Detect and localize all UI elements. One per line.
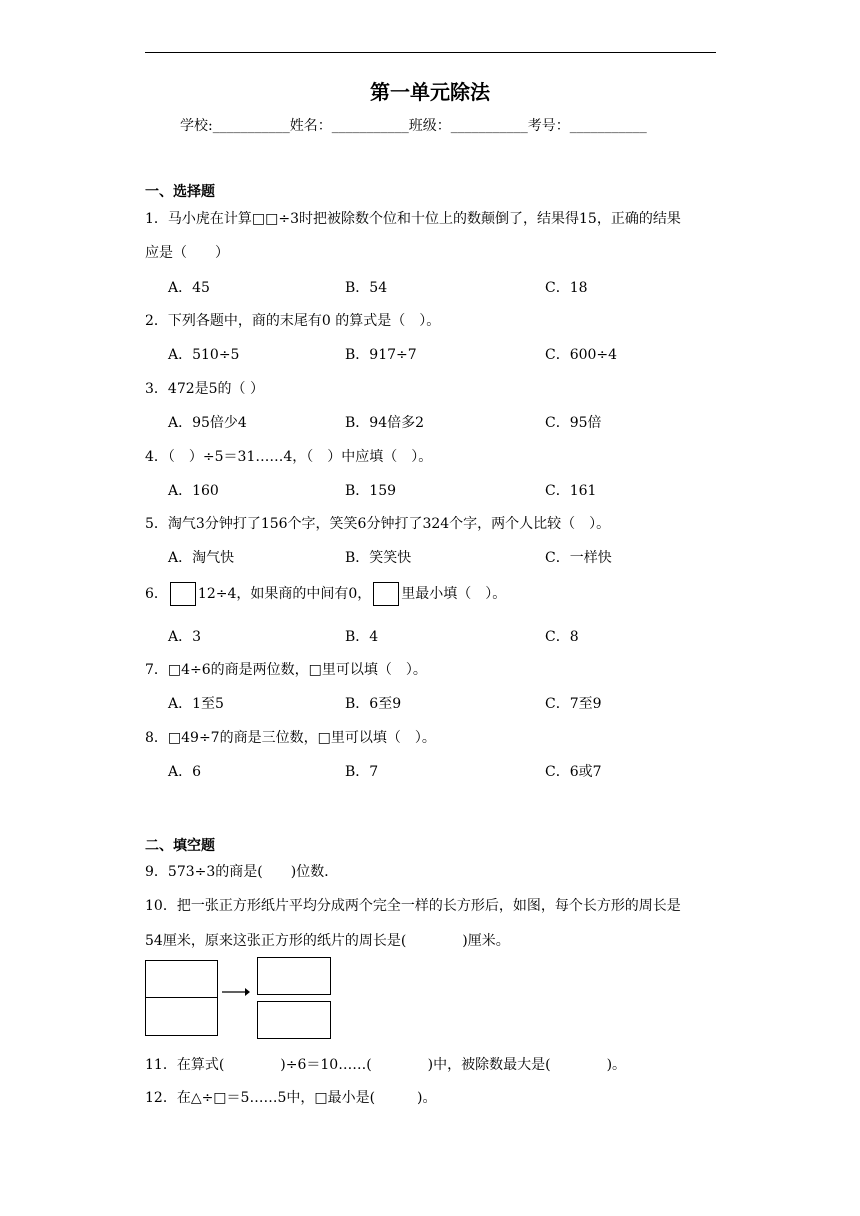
q6-suffix: 里最小填（ ）。 (401, 586, 507, 602)
question-10-line1: 10．把一张正方形纸片平均分成两个完全一样的长方形后，如图，每个长方形的周长是 (145, 898, 681, 914)
rectangle-piece-top (257, 957, 331, 995)
q2-option-b: B．917÷7 (345, 347, 417, 363)
q6-option-a: A．3 (168, 629, 202, 645)
q3-option-a: A．95倍少4 (168, 415, 247, 431)
q8-option-c: C．6或7 (545, 764, 602, 780)
q7-option-a: A．1至5 (168, 696, 224, 712)
q1-option-b: B．54 (345, 280, 388, 296)
q6-prefix: 6． (145, 586, 168, 602)
q8-option-a: A．6 (168, 764, 202, 780)
q6-option-c: C．8 (545, 629, 579, 645)
question-11: 11．在算式( )÷6＝10……( )中，被除数最大是( )。 (145, 1057, 627, 1073)
q4-option-a: A．160 (168, 483, 219, 499)
q5-option-a: A．淘气快 (168, 550, 235, 566)
blank-box (170, 582, 196, 606)
q4-option-b: B．159 (345, 483, 397, 499)
section-title-choice: 一、选择题 (145, 184, 215, 200)
q3-option-c: C．95倍 (545, 415, 602, 431)
blank-box (373, 582, 399, 606)
q4-option-c: C．161 (545, 483, 597, 499)
student-info-line: 学校:___________姓名：___________班级：___________考号：___________ (180, 118, 647, 134)
question-4: 4．（ ）÷5＝31……4，（ ）中应填（ ）。 (145, 449, 433, 465)
question-10-line2: 54厘米，原来这张正方形的纸片的周长是( )厘米。 (145, 933, 510, 949)
question-8: 8．□49÷7的商是三位数，□里可以填（ ）。 (145, 730, 436, 746)
q1-option-c: C．18 (545, 280, 588, 296)
q7-option-b: B．6至9 (345, 696, 402, 712)
q6-option-b: B．4 (345, 629, 379, 645)
q6-mid: 12÷4，如果商的中间有0， (197, 586, 372, 602)
question-12: 12．在△÷□＝5……5中，□最小是( )。 (145, 1090, 437, 1106)
question-9: 9．573÷3的商是( )位数． (145, 864, 339, 880)
question-2: 2．下列各题中，商的末尾有0 的算式是（ ）。 (145, 313, 441, 329)
page-title: 第一单元除法 (370, 80, 490, 104)
rectangle-piece-bottom (257, 1001, 331, 1039)
section-title-fill: 二、填空题 (145, 838, 215, 854)
question-1-line1: 1．马小虎在计算□□÷3时把被除数个位和十位上的数颠倒了，结果得15，正确的结果 (145, 211, 681, 227)
question-5: 5．淘气3分钟打了156个字，笑笑6分钟打了324个字，两个人比较（ ）。 (145, 516, 611, 532)
q5-option-c: C．一样快 (545, 550, 612, 566)
arrow-right-icon (221, 986, 251, 998)
question-6 (145, 581, 506, 607)
q3-option-b: B．94倍多2 (345, 415, 425, 431)
q2-option-c: C．600÷4 (545, 347, 618, 363)
q8-option-b: B．7 (345, 764, 379, 780)
question-1-line2: 应是（ ） (145, 245, 229, 261)
question-7: 7．□4÷6的商是两位数，□里可以填（ ）。 (145, 662, 427, 678)
square-paper-figure (145, 960, 218, 1036)
header-rule (145, 52, 716, 53)
question-3: 3．472是5的（ ） (145, 381, 264, 397)
q7-option-c: C．7至9 (545, 696, 602, 712)
square-divider-line (145, 997, 218, 998)
q5-option-b: B．笑笑快 (345, 550, 412, 566)
q2-option-a: A．510÷5 (168, 347, 240, 363)
q1-option-a: A．45 (168, 280, 210, 296)
